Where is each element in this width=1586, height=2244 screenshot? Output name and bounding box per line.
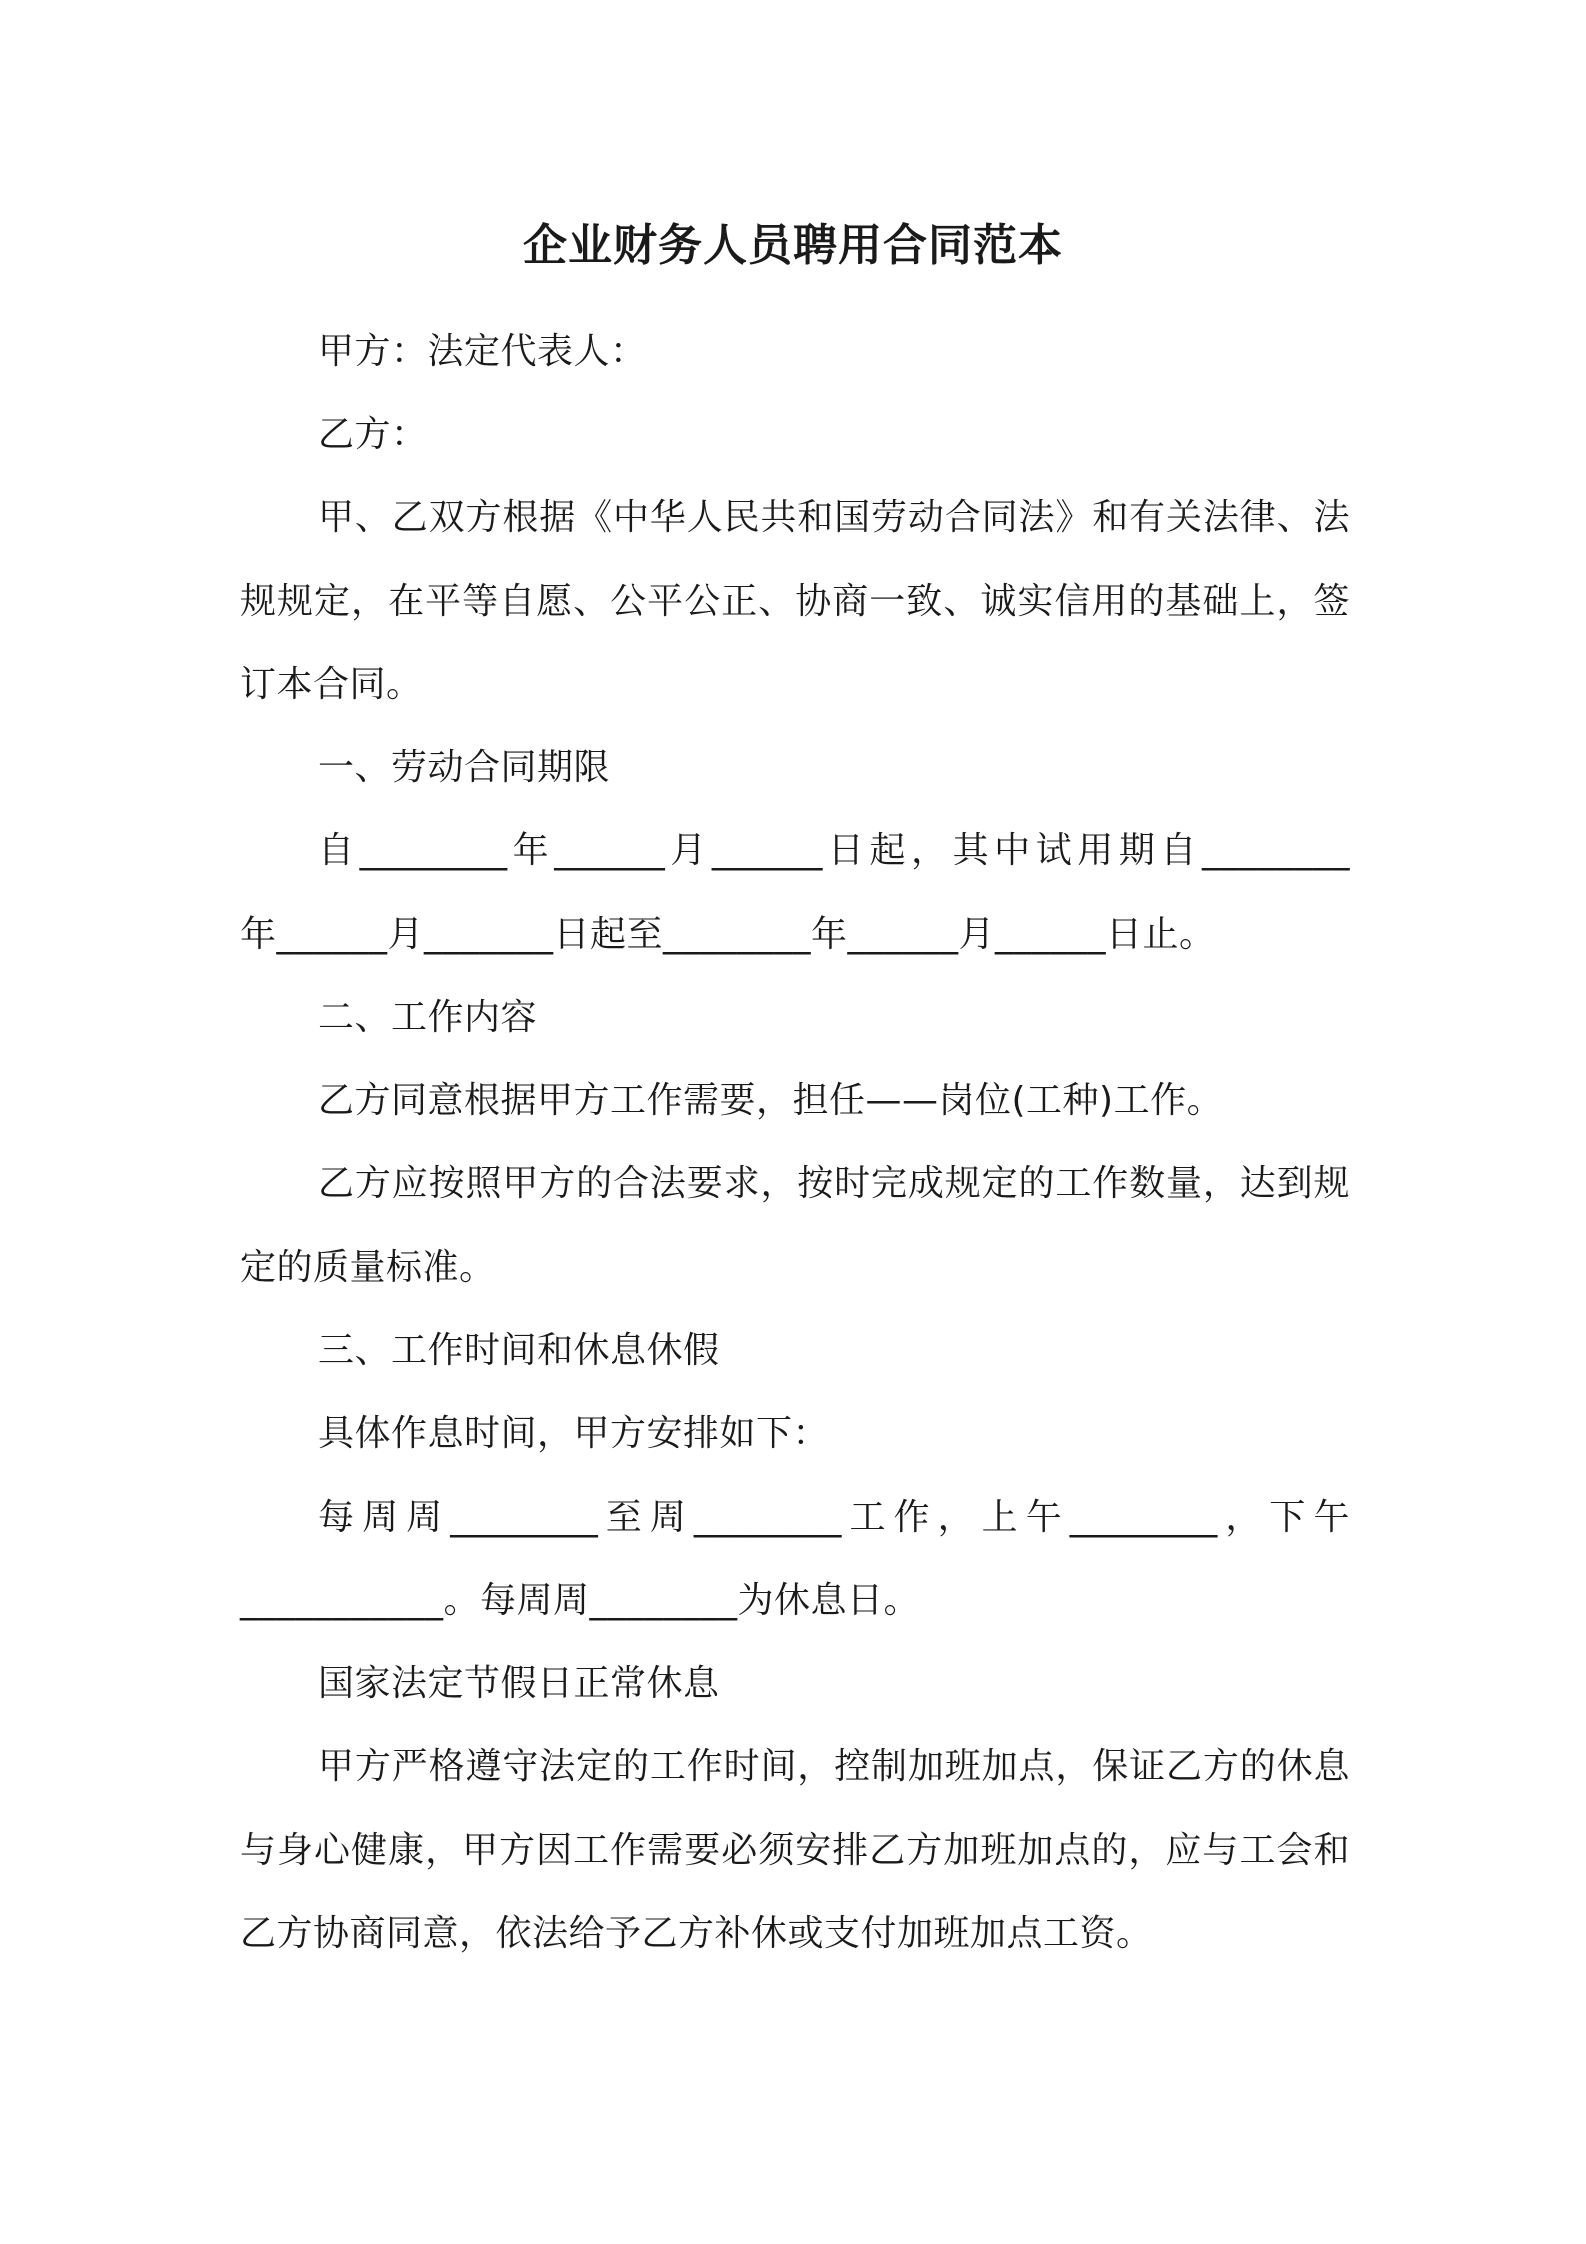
term-line-2: 年______月_______日起至________年______月______日止。	[240, 914, 1216, 955]
section-3-heading: 三、工作时间和休息休假	[318, 1330, 720, 1371]
preamble-line-3: 订本合同。	[240, 664, 423, 705]
section-2-heading: 二、工作内容	[318, 997, 538, 1038]
job-requirement-line-1: 乙方应按照甲方的合法要求，按时完成规定的工作数量，达到规	[318, 1163, 1350, 1204]
section-1-heading: 一、劳动合同期限	[318, 747, 611, 788]
party-b-line: 乙方：	[318, 414, 428, 455]
document-title: 企业财务人员聘用合同范本	[523, 220, 1063, 271]
party-a-line: 甲方：法定代表人：	[318, 331, 647, 372]
overtime-line-2: 与身心健康，甲方因工作需要必须安排乙方加班加点的，应与工会和	[240, 1830, 1350, 1871]
holiday-line: 国家法定节假日正常休息	[318, 1663, 720, 1704]
schedule-line-2: ___________。每周周________为休息日。	[240, 1580, 921, 1621]
overtime-line-3: 乙方协商同意，依法给予乙方补休或支付加班加点工资。	[240, 1913, 1153, 1954]
preamble-line-1: 甲、乙双方根据《中华人民共和国劳动合同法》和有关法律、法	[318, 497, 1350, 538]
overtime-line-1: 甲方严格遵守法定的工作时间，控制加班加点，保证乙方的休息	[318, 1746, 1350, 1787]
term-line-1: 自________年______月______日起，其中试用期自________	[318, 830, 1350, 871]
preamble-line-2: 规规定，在平等自愿、公平公正、协商一致、诚实信用的基础上，签	[240, 581, 1350, 622]
schedule-line-1: 每周周________至周________工作，上午________，下午	[318, 1497, 1350, 1538]
job-content-line: 乙方同意根据甲方工作需要，担任——岗位(工种)工作。	[318, 1080, 1224, 1121]
job-requirement-line-2: 定的质量标准。	[240, 1247, 496, 1288]
schedule-intro-line: 具体作息时间，甲方安排如下：	[318, 1413, 830, 1454]
